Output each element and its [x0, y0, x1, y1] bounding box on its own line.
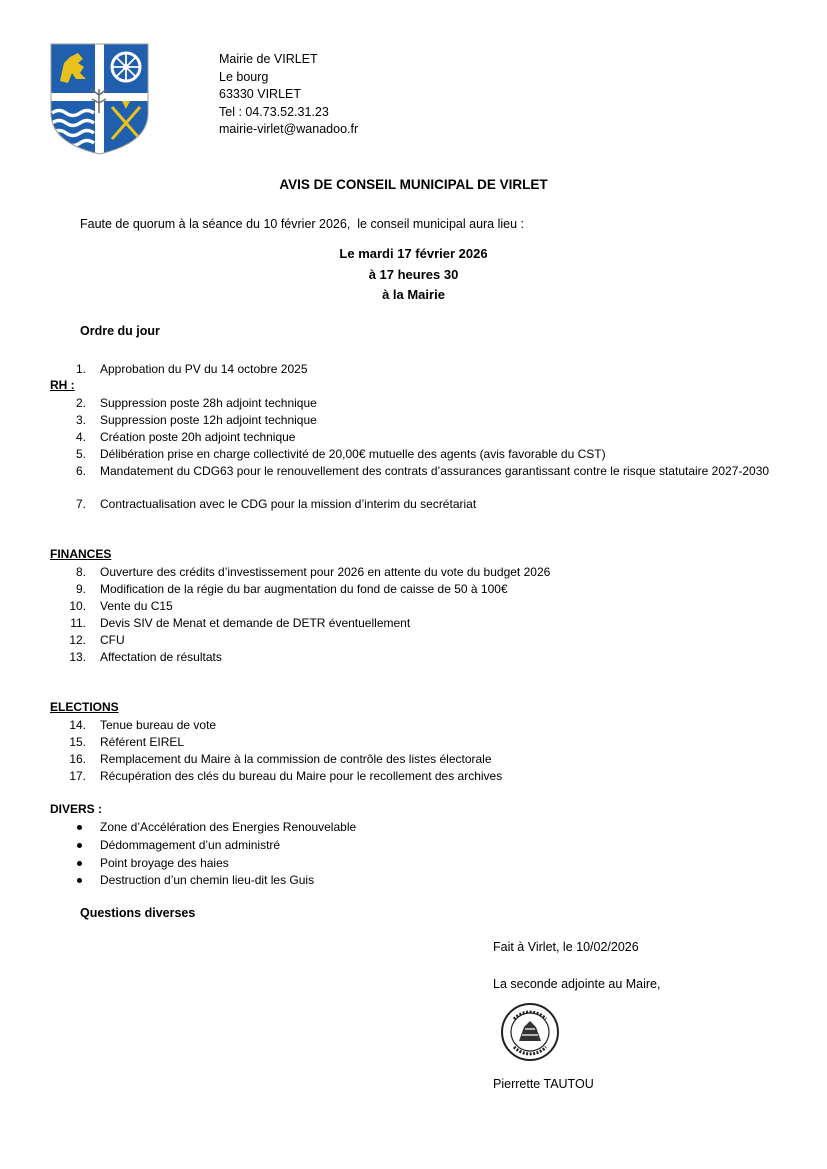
agenda-item-number: 5. — [75, 447, 86, 461]
agenda-item-text: Mandatement du CDG63 pour le renouvellement des contrats d’assurances garantissant contre le risque statutaire 2027-2030 — [100, 464, 770, 478]
agenda-item-text: Vente du C15 — [100, 599, 173, 613]
agenda-item-number: 1. — [75, 362, 86, 376]
agenda-item-number: 17. — [69, 769, 86, 783]
agenda-item-number: 2. — [75, 396, 86, 410]
agenda-item-number: 10. — [69, 599, 86, 613]
address-line: Mairie de VIRLET — [219, 52, 318, 66]
email-line: mairie-virlet@wanadoo.fr — [219, 122, 359, 136]
bullet-icon — [77, 825, 82, 830]
section-heading-rh: RH : — [50, 378, 75, 392]
agenda-item-text: Suppression poste 28h adjoint technique — [100, 396, 317, 410]
address-line: Le bourg — [219, 69, 269, 84]
agenda-item-text: Délibération prise en charge collectivité de 20,00€ mutuelle des agents (avis favorable du CST) — [100, 447, 606, 461]
meeting-date: Le mardi 17 février 2026 — [339, 246, 488, 261]
agenda-item-number: 11. — [70, 616, 86, 630]
bullet-icon — [77, 861, 82, 866]
agenda-item-number: 12. — [69, 633, 86, 647]
agenda-item-text: Contractualisation avec le CDG pour la mission d’interim du secrétariat — [100, 497, 477, 511]
agenda-heading: Ordre du jour — [80, 324, 160, 338]
official-stamp-icon — [500, 1001, 560, 1063]
signatory-name: Pierrette TAUTOU — [493, 1077, 594, 1091]
meeting-details — [0, 244, 827, 306]
agenda-item-text: Approbation du PV du 14 octobre 2025 — [100, 362, 308, 376]
meeting-place: à la Mairie — [382, 287, 445, 302]
agenda-item-text: CFU — [100, 633, 125, 647]
agenda-item-number: 4. — [75, 430, 86, 444]
signature-place-date: Fait à Virlet, le 10/02/2026 — [493, 940, 639, 954]
signature-role: La seconde adjointe au Maire, — [493, 977, 661, 991]
bullet-item-text: Destruction d’un chemin lieu-dit les Guis — [100, 873, 315, 887]
address-block — [219, 51, 358, 139]
bullet-item-text: Dédommagement d’un administré — [100, 838, 281, 852]
agenda-item-number: 6. — [75, 464, 86, 478]
phone-line: Tel : 04.73.52.31.23 — [219, 104, 329, 119]
agenda-item-text: Tenue bureau de vote — [100, 718, 217, 732]
agenda-item-number: 3. — [75, 413, 86, 427]
agenda-item-text: Récupération des clés du bureau du Maire pour le recollement des archives — [100, 769, 503, 783]
agenda-item-text: Remplacement du Maire à la commission de contrôle des listes électorale — [100, 752, 492, 766]
bullet-item-text: Zone d’Accélération des Energies Renouvelable — [100, 820, 357, 834]
agenda-item-number: 8. — [75, 565, 86, 579]
intro-text: Faute de quorum à la séance du 10 février 2026, le conseil municipal aura lieu : — [80, 217, 525, 231]
agenda-item-number: 16. — [69, 752, 86, 766]
agenda-item-text: Suppression poste 12h adjoint technique — [100, 413, 317, 427]
section-heading-finances: FINANCES — [50, 547, 112, 561]
bullet-icon — [77, 878, 82, 883]
document-title: AVIS DE CONSEIL MUNICIPAL DE VIRLET — [279, 177, 548, 192]
agenda-item-text: Création poste 20h adjoint technique — [100, 430, 296, 444]
section-heading-elections: ELECTIONS — [50, 700, 119, 714]
coat-of-arms-logo — [50, 43, 149, 155]
agenda-item-text: Devis SIV de Menat et demande de DETR éventuellement — [100, 616, 411, 630]
bullet-icon — [77, 843, 82, 848]
agenda-item-number: 13. — [69, 650, 86, 664]
agenda-item-number: 9. — [75, 582, 86, 596]
agenda-item-text: Modification de la régie du bar augmentation du fond de caisse de 50 à 100€ — [100, 582, 508, 596]
address-line: 63330 VIRLET — [219, 87, 301, 101]
agenda-item-number: 7. — [75, 497, 86, 511]
agenda-item-text: Ouverture des crédits d’investissement pour 2026 en attente du vote du budget 2026 — [100, 565, 551, 579]
bullet-item-text: Point broyage des haies — [100, 856, 229, 870]
section-heading-divers: DIVERS : — [50, 802, 103, 816]
agenda-item-text: Affectation de résultats — [100, 650, 222, 664]
agenda-item-number: 15. — [69, 735, 86, 749]
agenda-item-text: Référent EIREL — [100, 735, 185, 749]
questions-diverses: Questions diverses — [80, 906, 196, 920]
meeting-time: à 17 heures 30 — [368, 266, 459, 282]
agenda-item-number: 14. — [69, 718, 86, 732]
